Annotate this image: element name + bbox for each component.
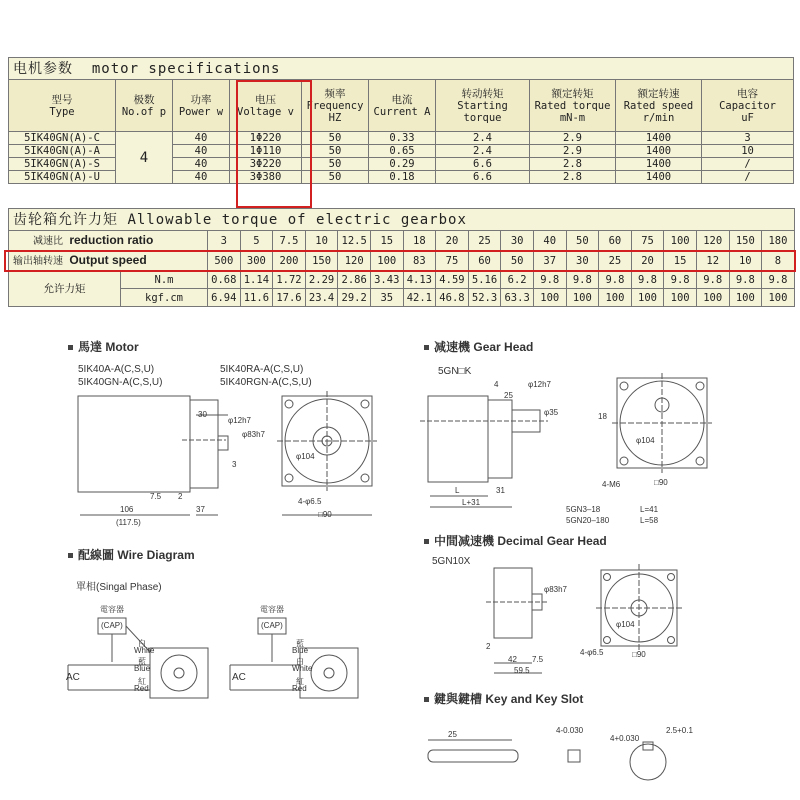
ratio-label-cn: 减速比 bbox=[33, 235, 63, 247]
dim-label: 30 bbox=[198, 410, 207, 419]
gearbox-cell: 25 bbox=[599, 251, 632, 271]
gearhead-side-view bbox=[420, 396, 548, 507]
gearbox-cell: 9.8 bbox=[533, 271, 566, 289]
gearhead-model: 5GN□K bbox=[438, 366, 472, 377]
header-rated-speed: 额定转速 Rated speed r/min bbox=[616, 80, 702, 132]
speed-label-en: Output speed bbox=[69, 252, 147, 267]
gearbox-cell: 100 bbox=[664, 231, 697, 251]
wire-label: Blue bbox=[292, 646, 309, 655]
poles-cell: 4 bbox=[116, 132, 173, 184]
dim-label: 4-φ6.5 bbox=[298, 497, 322, 506]
dim-label: 4-0.030 bbox=[556, 726, 584, 735]
gearbox-cell: 150 bbox=[729, 231, 762, 251]
dim-label: 2 bbox=[178, 492, 183, 501]
motor-section-title: 馬達 Motor bbox=[68, 338, 139, 355]
motor-model-4: 5IK40RGN-A(C,S,U) bbox=[220, 377, 312, 388]
table-row: 5IK40GN(A)-S 40 3Φ220 50 0.29 6.6 2.8 1400 / bbox=[9, 158, 794, 171]
motor-model-1: 5IK40A-A(C,S,U) bbox=[78, 364, 155, 375]
gearbox-cell: 10 bbox=[305, 231, 338, 251]
dim-label: L bbox=[455, 486, 460, 495]
dim-label: φ104 bbox=[636, 436, 655, 445]
gearbox-cell: 9.8 bbox=[566, 271, 599, 289]
gearbox-cell: 60 bbox=[468, 251, 501, 271]
gearbox-cell: 83 bbox=[403, 251, 436, 271]
table-row: 5IK40GN(A)-U 40 3Φ380 50 0.18 6.6 2.8 1400 / bbox=[9, 171, 794, 184]
gearbox-cell: 42.1 bbox=[403, 289, 436, 307]
wire-label: 藍 bbox=[138, 657, 146, 666]
gearbox-cell: 2.29 bbox=[305, 271, 338, 289]
wire-label: Red bbox=[292, 684, 307, 693]
dim-label: 4 bbox=[494, 380, 499, 389]
gearbox-cell: 7.5 bbox=[273, 231, 306, 251]
motor-model-2: 5IK40RA-A(C,S,U) bbox=[220, 364, 304, 375]
ac-label-2: AC bbox=[232, 672, 246, 683]
cap-label-en-2: (CAP) bbox=[261, 621, 283, 630]
gearbox-cell: 100 bbox=[566, 289, 599, 307]
gearbox-cell: 37 bbox=[533, 251, 566, 271]
key-drawing bbox=[428, 740, 666, 780]
gearbox-cell: 6.2 bbox=[501, 271, 534, 289]
dim-label: 42 bbox=[508, 655, 517, 664]
spec-title-en: motor specifications bbox=[91, 60, 281, 77]
wire-phase-label: 單相(Singal Phase) bbox=[76, 582, 162, 593]
decimal-model: 5GN10X bbox=[432, 556, 471, 567]
dim-label: 7.5 bbox=[150, 492, 162, 501]
key-section-title: 鍵與鍵槽 Key and Key Slot bbox=[424, 690, 583, 707]
cap-label-cn-2: 電容器 bbox=[260, 605, 284, 614]
wire-label: 白 bbox=[296, 657, 304, 666]
gearbox-cell: 20 bbox=[631, 251, 664, 271]
dim-label: φ12h7 bbox=[528, 380, 551, 389]
cap-label-en: (CAP) bbox=[101, 621, 123, 630]
header-power: 功率 Power w bbox=[173, 80, 230, 132]
table-row: 5IK40GN(A)-C 4 40 1Φ220 50 0.33 2.4 2.9 1400 3 bbox=[9, 132, 794, 145]
torque-label-cn: 允许力矩 bbox=[9, 271, 121, 307]
gearhead-note: 5GN20–180 bbox=[566, 516, 610, 525]
dim-label: φ104 bbox=[616, 620, 635, 629]
gearbox-cell: 52.3 bbox=[468, 289, 501, 307]
gearbox-cell: 4.13 bbox=[403, 271, 436, 289]
gearbox-cell: 100 bbox=[370, 251, 403, 271]
gearbox-cell: 100 bbox=[762, 289, 795, 307]
dim-label: 4-M6 bbox=[602, 480, 621, 489]
gearbox-cell: 100 bbox=[533, 289, 566, 307]
unit-nm: N.m bbox=[121, 271, 208, 289]
gearbox-cell: 75 bbox=[631, 231, 664, 251]
dim-label: 2 bbox=[486, 642, 491, 651]
cap-label-cn: 電容器 bbox=[100, 605, 124, 614]
header-voltage: 电压 Voltage v bbox=[230, 80, 302, 132]
gearbox-cell: 12.5 bbox=[338, 231, 371, 251]
gearbox-cell: 30 bbox=[501, 231, 534, 251]
gearbox-cell: 9.8 bbox=[631, 271, 664, 289]
dim-label: φ104 bbox=[296, 452, 315, 461]
wire-label: White bbox=[134, 646, 155, 655]
dim-label: L+31 bbox=[462, 498, 481, 507]
gearbox-cell: 500 bbox=[208, 251, 241, 271]
dim-label: 59.5 bbox=[514, 666, 530, 675]
dim-label: 18 bbox=[598, 412, 607, 421]
wire-label: Red bbox=[134, 684, 149, 693]
header-starting-torque: 转动转矩 Starting torque bbox=[436, 80, 530, 132]
gearbox-cell: 3 bbox=[208, 231, 241, 251]
gearbox-cell: 120 bbox=[338, 251, 371, 271]
gearhead-note: 5GN3–18 bbox=[566, 505, 601, 514]
dim-label: 4+0.030 bbox=[610, 734, 640, 743]
gearbox-cell: 40 bbox=[533, 231, 566, 251]
ac-label-1: AC bbox=[66, 672, 80, 683]
gearbox-cell: 2.86 bbox=[338, 271, 371, 289]
dim-label: 37 bbox=[196, 505, 205, 514]
gearbox-cell: 6.94 bbox=[208, 289, 241, 307]
dim-label: 106 bbox=[120, 505, 134, 514]
gearbox-cell: 11.6 bbox=[240, 289, 273, 307]
dim-label: 7.5 bbox=[532, 655, 544, 664]
dim-label: 25 bbox=[448, 730, 457, 739]
gearbox-cell: 9.8 bbox=[664, 271, 697, 289]
dim-label: 3 bbox=[232, 460, 237, 469]
dim-label: (117.5) bbox=[116, 518, 141, 527]
gearbox-cell: 29.2 bbox=[338, 289, 371, 307]
gearbox-cell: 1.72 bbox=[273, 271, 306, 289]
gearbox-cell: 75 bbox=[436, 251, 469, 271]
dim-label: φ12h7 bbox=[228, 416, 251, 425]
dim-label: □90 bbox=[632, 650, 646, 659]
gearbox-cell: 10 bbox=[729, 251, 762, 271]
spec-title-cn: 电机参数 bbox=[13, 60, 73, 77]
dim-label: 4-φ6.5 bbox=[580, 648, 604, 657]
gearbox-cell: 5 bbox=[240, 231, 273, 251]
gearbox-cell: 15 bbox=[370, 231, 403, 251]
dim-label: φ83h7 bbox=[544, 585, 567, 594]
gearbox-cell: 8 bbox=[762, 251, 795, 271]
gearbox-cell: 9.8 bbox=[599, 271, 632, 289]
gearbox-cell: 1.14 bbox=[240, 271, 273, 289]
gearbox-cell: 25 bbox=[468, 231, 501, 251]
gearbox-cell: 150 bbox=[305, 251, 338, 271]
gearbox-cell: 200 bbox=[273, 251, 306, 271]
gearbox-cell: 120 bbox=[696, 231, 729, 251]
header-frequency: 频率 Frequency HZ bbox=[302, 80, 369, 132]
motor-model-3: 5IK40GN-A(C,S,U) bbox=[78, 377, 163, 388]
gearbox-title-cn: 齿轮箱允许力矩 bbox=[13, 211, 118, 228]
gearbox-cell: 100 bbox=[696, 289, 729, 307]
unit-kgf: kgf.cm bbox=[121, 289, 208, 307]
gearbox-cell: 5.16 bbox=[468, 271, 501, 289]
gearbox-cell: 9.8 bbox=[762, 271, 795, 289]
gearbox-cell: 100 bbox=[664, 289, 697, 307]
gearhead-section-title: 减速機 Gear Head bbox=[424, 338, 533, 355]
gearbox-cell: 100 bbox=[729, 289, 762, 307]
header-type: 型号 Type bbox=[9, 80, 116, 132]
gearhead-note: L=58 bbox=[640, 516, 659, 525]
wire-label: 紅 bbox=[296, 677, 304, 686]
table-row: 5IK40GN(A)-A 40 1Φ110 50 0.65 2.4 2.9 1400 10 bbox=[9, 145, 794, 158]
gearbox-cell: 18 bbox=[403, 231, 436, 251]
gearhead-note: L=41 bbox=[640, 505, 659, 514]
gearbox-cell: 4.59 bbox=[436, 271, 469, 289]
dim-label: 25 bbox=[504, 391, 513, 400]
gearhead-front-view bbox=[612, 373, 712, 473]
gearbox-cell: 15 bbox=[664, 251, 697, 271]
wire-section-title: 配線圖 Wire Diagram bbox=[68, 546, 195, 563]
dim-label: 31 bbox=[496, 486, 505, 495]
gearbox-cell: 100 bbox=[631, 289, 664, 307]
gearbox-title-en: Allowable torque of electric gearbox bbox=[127, 211, 467, 228]
gearbox-cell: 0.68 bbox=[208, 271, 241, 289]
dim-label: □90 bbox=[318, 510, 332, 519]
gearbox-cell: 50 bbox=[501, 251, 534, 271]
gearbox-cell: 300 bbox=[240, 251, 273, 271]
gearbox-cell: 12 bbox=[696, 251, 729, 271]
gearbox-cell: 180 bbox=[762, 231, 795, 251]
gearbox-cell: 50 bbox=[566, 231, 599, 251]
decimal-front-view bbox=[596, 564, 682, 652]
motor-front-view bbox=[277, 391, 377, 515]
gearbox-cell: 63.3 bbox=[501, 289, 534, 307]
wire-label: 藍 bbox=[296, 639, 304, 648]
gearbox-cell: 9.8 bbox=[729, 271, 762, 289]
dim-label: φ35 bbox=[544, 408, 559, 417]
ratio-label-en: reduction ratio bbox=[69, 232, 154, 247]
gearbox-cell: 23.4 bbox=[305, 289, 338, 307]
gearbox-cell: 3.43 bbox=[370, 271, 403, 289]
wire-label: 紅 bbox=[138, 677, 146, 686]
header-rated-torque: 额定转矩 Rated torque mN-m bbox=[530, 80, 616, 132]
gearbox-cell: 100 bbox=[599, 289, 632, 307]
gearbox-cell: 20 bbox=[436, 231, 469, 251]
header-poles: 极数 No.of p bbox=[116, 80, 173, 132]
wire-label: Blue bbox=[134, 664, 151, 673]
wire-label: 白 bbox=[138, 639, 146, 648]
wire-label: White bbox=[292, 664, 313, 673]
header-current: 电流 Current A bbox=[369, 80, 436, 132]
gearbox-cell: 17.6 bbox=[273, 289, 306, 307]
gearbox-cell: 9.8 bbox=[696, 271, 729, 289]
dim-label: φ83h7 bbox=[242, 430, 265, 439]
gearbox-cell: 30 bbox=[566, 251, 599, 271]
header-capacitor: 电容 Capacitor uF bbox=[702, 80, 794, 132]
decimal-section-title: 中間减速機 Decimal Gear Head bbox=[424, 532, 607, 549]
dim-label: □90 bbox=[654, 478, 668, 487]
dim-label: 2.5+0.1 bbox=[666, 726, 693, 735]
gearbox-cell: 35 bbox=[370, 289, 403, 307]
gearbox-cell: 60 bbox=[599, 231, 632, 251]
speed-label-cn: 输出轴转速 bbox=[13, 255, 63, 267]
gearbox-cell: 46.8 bbox=[436, 289, 469, 307]
